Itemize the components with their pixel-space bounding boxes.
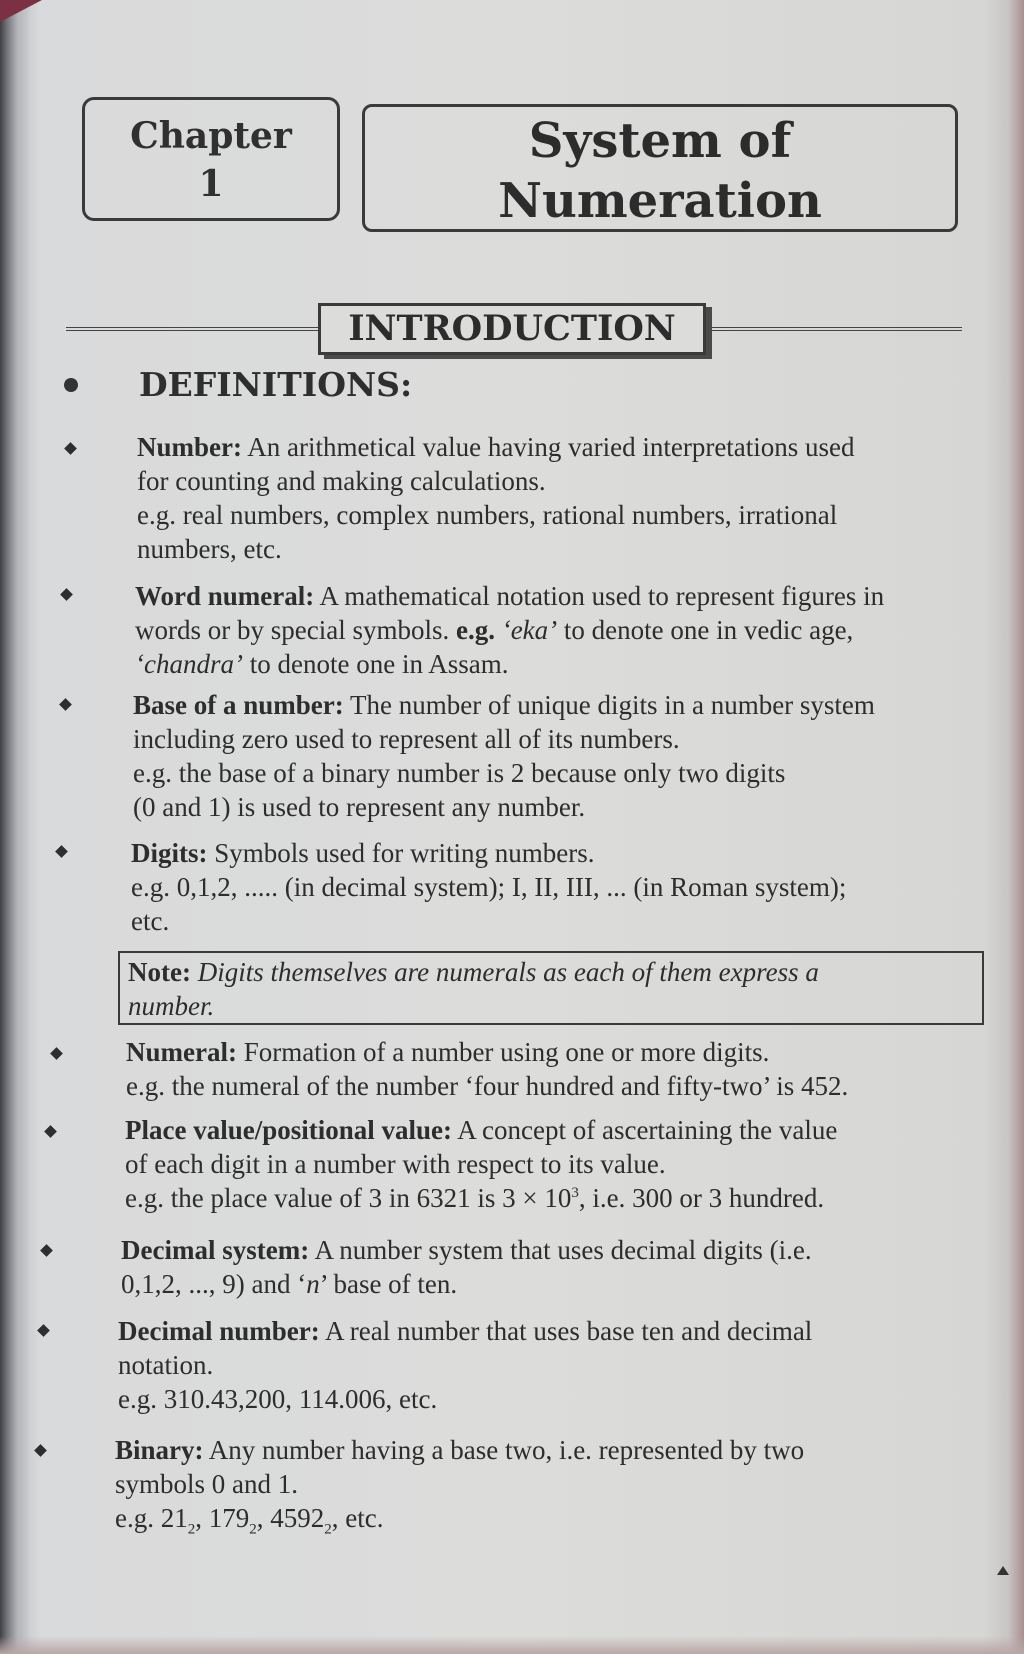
definition-text: The number of unique digits in a number system [343,690,875,720]
example-term: ‘eka’ [494,615,558,645]
diamond-bullet-icon [34,1444,47,1457]
definition-text: 0,1,2, ..., 9) and ‘ [121,1269,307,1299]
diamond-bullet-icon [37,1324,50,1337]
example-text: numbers, etc. [137,534,282,564]
note-text: number. [128,991,215,1021]
definition-term: Numeral: [126,1037,237,1067]
definition-text: to denote one in vedic age, [557,615,854,645]
definition-digits [131,836,846,938]
diamond-bullet-icon [55,845,68,858]
definition-text: words or by special symbols. [135,615,456,645]
definition-decimal-number [118,1314,812,1416]
example-text: e.g. the place value of 3 in 6321 is 3 × 10 [125,1183,572,1213]
diamond-bullet-icon [59,698,72,711]
page-binding-shadow [0,0,30,1654]
definition-numeral [126,1035,848,1103]
subscript: 2 [187,1521,196,1538]
definition-text: ’ base of ten. [319,1269,458,1299]
definition-text: to denote one in Assam. [242,649,509,679]
chapter-box [82,97,340,221]
example-text: e.g. 310.43,200, 114.006, etc. [118,1384,438,1414]
definition-term: Place value/positional value: [125,1115,452,1145]
example-text: e.g. 21 [115,1503,188,1533]
definition-text: symbols 0 and 1. [115,1469,299,1499]
example-label: e.g. [455,615,495,645]
definition-place-value [125,1113,837,1215]
definition-text: Symbols used for writing numbers. [207,838,595,868]
definition-term: Number: [137,432,242,462]
example-text: e.g. the base of a binary number is 2 because only two digits [133,758,786,788]
example-text: , etc. [331,1503,384,1533]
example-text: e.g. 0,1,2, ..... (in decimal system); I, II, III, ... (in Roman system); [131,872,847,902]
page-bottom-edge [0,1636,1024,1654]
definition-text: for counting and making calculations. [137,466,546,496]
definition-binary [115,1433,805,1538]
chapter-title-box [362,104,958,232]
chapter-number: 1 [198,163,224,205]
triangle-mark-icon [997,1566,1009,1575]
chapter-title-line1: System of [528,113,792,169]
definition-text: including zero used to represent all of its numbers. [133,724,680,754]
definition-text: notation. [118,1350,214,1380]
definitions-bullet-icon [64,378,78,392]
chapter-title-line2: Numeration [498,173,822,229]
definition-base-of-number [133,688,875,824]
definitions-heading: DEFINITIONS: [139,365,413,404]
definition-text: An arithmetical value having varied interpretations used [241,432,855,462]
exponent: 3 [571,1185,579,1201]
page-right-edge [984,0,1024,1654]
example-text: , 4592 [256,1503,325,1533]
note-text: Digits themselves are numerals as each of them express a [190,957,819,987]
diamond-bullet-icon [64,442,77,455]
example-text: , 179 [195,1503,250,1533]
chapter-label: Chapter [130,115,292,157]
definition-term: Base of a number: [133,690,344,720]
definition-text: Formation of a number using one or more digits. [236,1037,770,1067]
example-text: , i.e. 300 or 3 hundred. [578,1183,825,1213]
diamond-bullet-icon [40,1244,53,1257]
definition-text: A mathematical notation used to represent figures in [314,581,885,611]
italic-variable: n [306,1269,320,1299]
intro-rule-right [712,327,962,331]
example-text: etc. [131,906,170,936]
definition-term: Decimal system: [121,1235,310,1265]
definition-term: Word numeral: [135,581,315,611]
definition-term: Binary: [115,1435,204,1465]
example-term: ‘chandra’ [135,649,243,679]
definition-text: Any number having a base two, i.e. represented by two [203,1435,805,1465]
definition-text: A concept of ascertaining the value [452,1115,838,1145]
diamond-bullet-icon [44,1125,57,1138]
example-text: e.g. real numbers, complex numbers, rational numbers, irrational [137,500,838,530]
definition-term: Digits: [131,838,208,868]
definition-text: A number system that uses decimal digits (i.e. [309,1235,812,1265]
note-label: Note: [128,957,191,987]
note-box [118,951,984,1025]
example-text: (0 and 1) is used to represent any number. [133,792,586,822]
introduction-heading [318,303,706,355]
definition-term: Decimal number: [118,1316,320,1346]
definition-number [137,430,855,566]
intro-rule-left [66,327,322,331]
example-text: e.g. the numeral of the number ‘four hundred and fifty-two’ is 452. [126,1071,849,1101]
definition-word-numeral [135,579,884,681]
definition-text: of each digit in a number with respect to its value. [125,1149,666,1179]
diamond-bullet-icon [60,588,73,601]
definition-text: A real number that uses base ten and decimal [319,1316,813,1346]
definition-decimal-system [121,1233,812,1301]
subscript: 2 [324,1521,332,1538]
subscript: 2 [249,1521,257,1538]
introduction-heading-text: INTRODUCTION [348,308,676,349]
diamond-bullet-icon [50,1047,63,1060]
